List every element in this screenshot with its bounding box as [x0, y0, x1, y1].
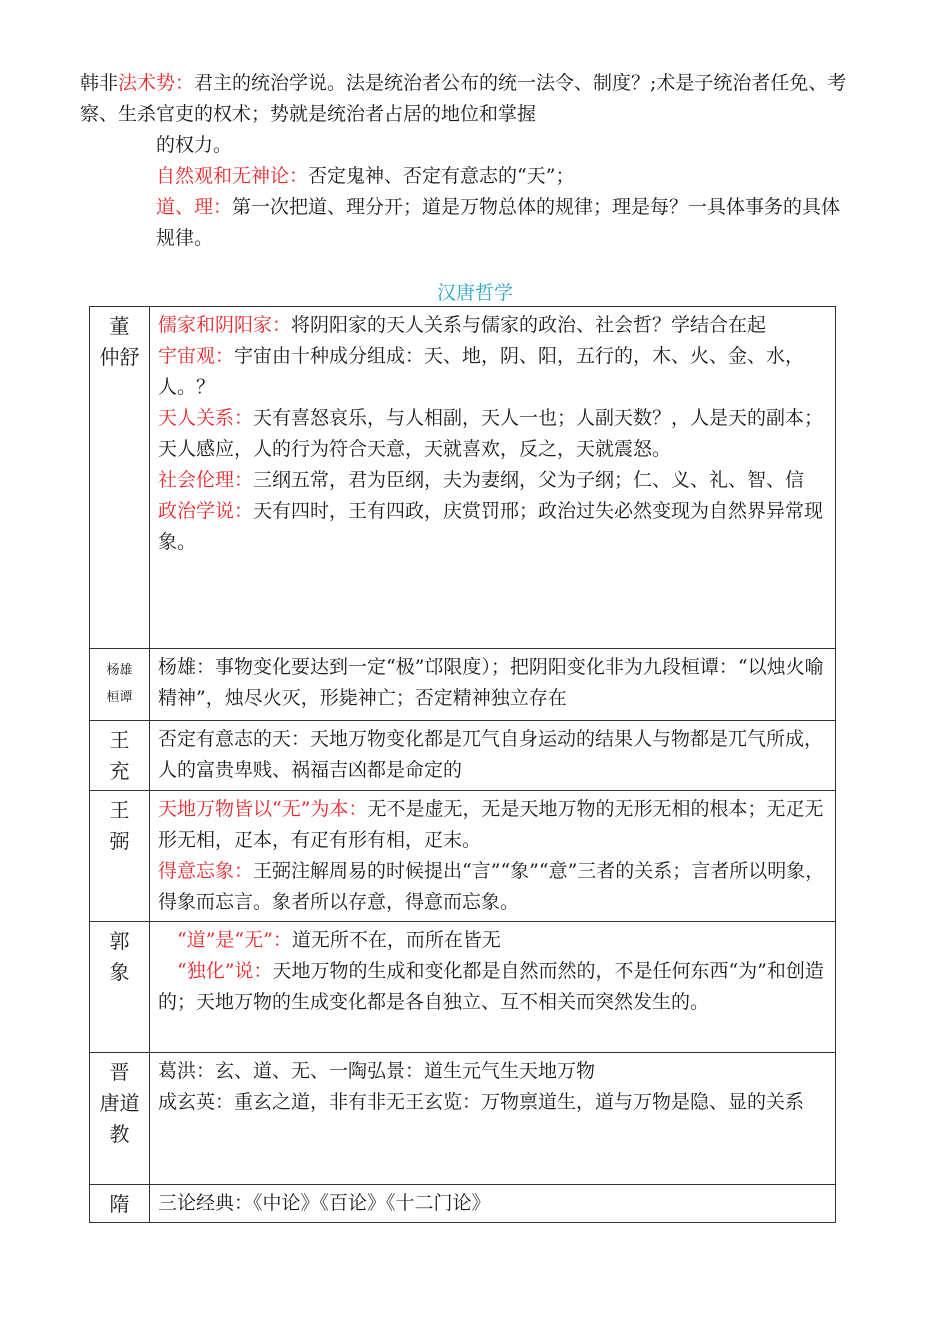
philosophy-content [150, 791, 836, 922]
item-text: 天有四时，王有四政，庆赏罚邢；政治过失必然变现为自然界异常现象。 [158, 500, 824, 553]
item-label: 社会伦理： [158, 469, 254, 491]
item-text: 三论经典：《中论》《百论》《十二门论》 [158, 1192, 491, 1214]
intro-paragraph-continuation: 的权力。 [156, 134, 233, 156]
intro-label: 自然观和无神论： [156, 165, 309, 187]
content-item [158, 403, 827, 465]
philosophy-table [89, 306, 836, 1223]
item-text: 道无所不在，而所在皆无 [291, 929, 501, 951]
philosopher-name-line: 仲舒 [99, 345, 140, 369]
philosopher-name-line: 王 [109, 798, 130, 822]
content-item [158, 925, 827, 956]
intro-paragraph-dao-li [80, 192, 850, 254]
philosopher-name-line: 充 [109, 759, 130, 783]
philosopher-name-line: 王 [109, 728, 130, 752]
item-text: 成玄英：重玄之道，非有非无王玄览：万物禀道生，道与万物是隐、显的关系 [158, 1091, 805, 1113]
item-label: 政治学说： [158, 500, 254, 522]
philosopher-name [90, 649, 150, 721]
content-item [158, 794, 827, 856]
philosopher-name [90, 721, 150, 791]
content-item [158, 496, 827, 558]
item-text: 三纲五常，君为臣纲，夫为妻纲，父为子纲；仁、义、礼、智、信 [253, 469, 805, 491]
table-row [90, 649, 836, 721]
philosophy-content [150, 307, 836, 649]
item-label: “道”是“无”： [177, 929, 292, 951]
item-text: 葛洪：玄、道、无、一陶弘景：道生元气生天地万物 [158, 1060, 596, 1082]
philosopher-name [90, 1053, 150, 1185]
intro-text: 否定鬼神、否定有意志的“天”； [308, 165, 575, 187]
item-text: 无不是虚无，无是天地万物的无形无相的根本；无疋无形无相，疋本，有疋有形有相，疋末。 [158, 798, 824, 851]
item-label: 天人关系： [158, 407, 254, 429]
philosopher-name-line: 象 [109, 960, 130, 984]
intro-label: 道、理： [156, 196, 233, 218]
philosophy-content [150, 1053, 836, 1185]
table-row [90, 1053, 836, 1185]
intro-label: 法术势： [118, 72, 195, 94]
content-item [158, 956, 827, 1018]
content-item [158, 465, 827, 496]
intro-text: 第一次把道、理分开；道是万物总体的规律；理是每？一具体事务的具体规律。 [156, 196, 841, 249]
philosopher-name-line: 教 [109, 1122, 130, 1146]
table-row [90, 791, 836, 922]
philosopher-name-line: 桓谭 [106, 690, 133, 705]
philosophy-content [150, 1185, 836, 1223]
content-item [158, 1056, 827, 1087]
item-label: 宇宙观： [158, 345, 235, 367]
content-item [158, 856, 827, 918]
section-title: 汉唐哲学 [436, 282, 513, 304]
philosopher-name [90, 307, 150, 649]
item-label: “独化”说： [177, 960, 273, 982]
philosophy-content [150, 721, 836, 791]
item-label: 得意忘象： [158, 860, 254, 882]
philosopher-name-line: 郭 [109, 929, 130, 953]
philosopher-name-line: 董 [109, 314, 130, 338]
item-text: 天有喜怒哀乐，与人相副，天人一也；人副天数？，人是天的副本；天人感应，人的行为符合天意，天就喜欢，反之，天就震怒。 [158, 407, 824, 460]
philosophy-content [150, 649, 836, 721]
philosopher-name [90, 922, 150, 1053]
item-text: 王弼注解周易的时候提出“言”“象”“意”三者的关系；言者所以明象，得象而忘言。象者所以存意，得意而忘象。 [158, 860, 825, 913]
item-text: 否定有意志的天：天地万物变化都是兀气自身运动的结果人与物都是兀气所成，人的富贵卑贱、祸福吉凶都是命定的 [158, 728, 824, 781]
philosopher-name-line: 杨雄 [106, 663, 133, 678]
item-text: 宇宙由十种成分组成：天、地，阴、阳，五行的，木、火、金、水，人。？ [158, 345, 805, 398]
content-item [158, 1087, 827, 1118]
intro-section [80, 68, 850, 254]
philosopher-name-line: 晋 [109, 1060, 130, 1084]
item-label: 天地万物皆以“无”为本： [158, 798, 368, 820]
intro-paragraph-hanfei [80, 68, 850, 130]
content-item [158, 724, 827, 786]
philosopher-name-line: 隋 [109, 1192, 130, 1216]
content-item [158, 652, 827, 714]
philosophy-content [150, 922, 836, 1053]
philosopher-name-line: 唐道 [99, 1091, 140, 1115]
philosopher-name [90, 791, 150, 922]
philosopher-name-line: 弼 [109, 829, 130, 853]
item-text: 杨雄：事物变化要达到一定“极”邙限度）；把阴阳变化非为九段桓谭：“以烛火喻精神”，烛尽火灭，形毙神亡；否定精神独立存在 [158, 656, 824, 709]
intro-text: 君主的统治学说。法是统治者公布的统一法令、制度？;术是子统治者任免、考察、生杀官吏的权术；势就是统治者占居的地位和掌握 [80, 72, 847, 125]
table-row [90, 922, 836, 1053]
intro-paragraph-naturalism [80, 161, 850, 192]
item-text: 天地万物的生成和变化都是自然而然的，不是任何东西“为”和创造的；天地万物的生成变化都是各自独立、互不相关而突然发生的。 [158, 960, 824, 1013]
philosopher-name [90, 1185, 150, 1223]
intro-prefix: 韩非 [80, 72, 119, 94]
content-item [158, 1188, 827, 1219]
item-text: 将阴阳家的天人关系与儒家的政治、社会哲？学结合在起 [291, 314, 767, 336]
item-label: 儒家和阴阳家： [158, 314, 292, 336]
table-row [90, 721, 836, 791]
content-item [158, 310, 827, 341]
content-item [158, 341, 827, 403]
table-row [90, 307, 836, 649]
table-row [90, 1185, 836, 1223]
